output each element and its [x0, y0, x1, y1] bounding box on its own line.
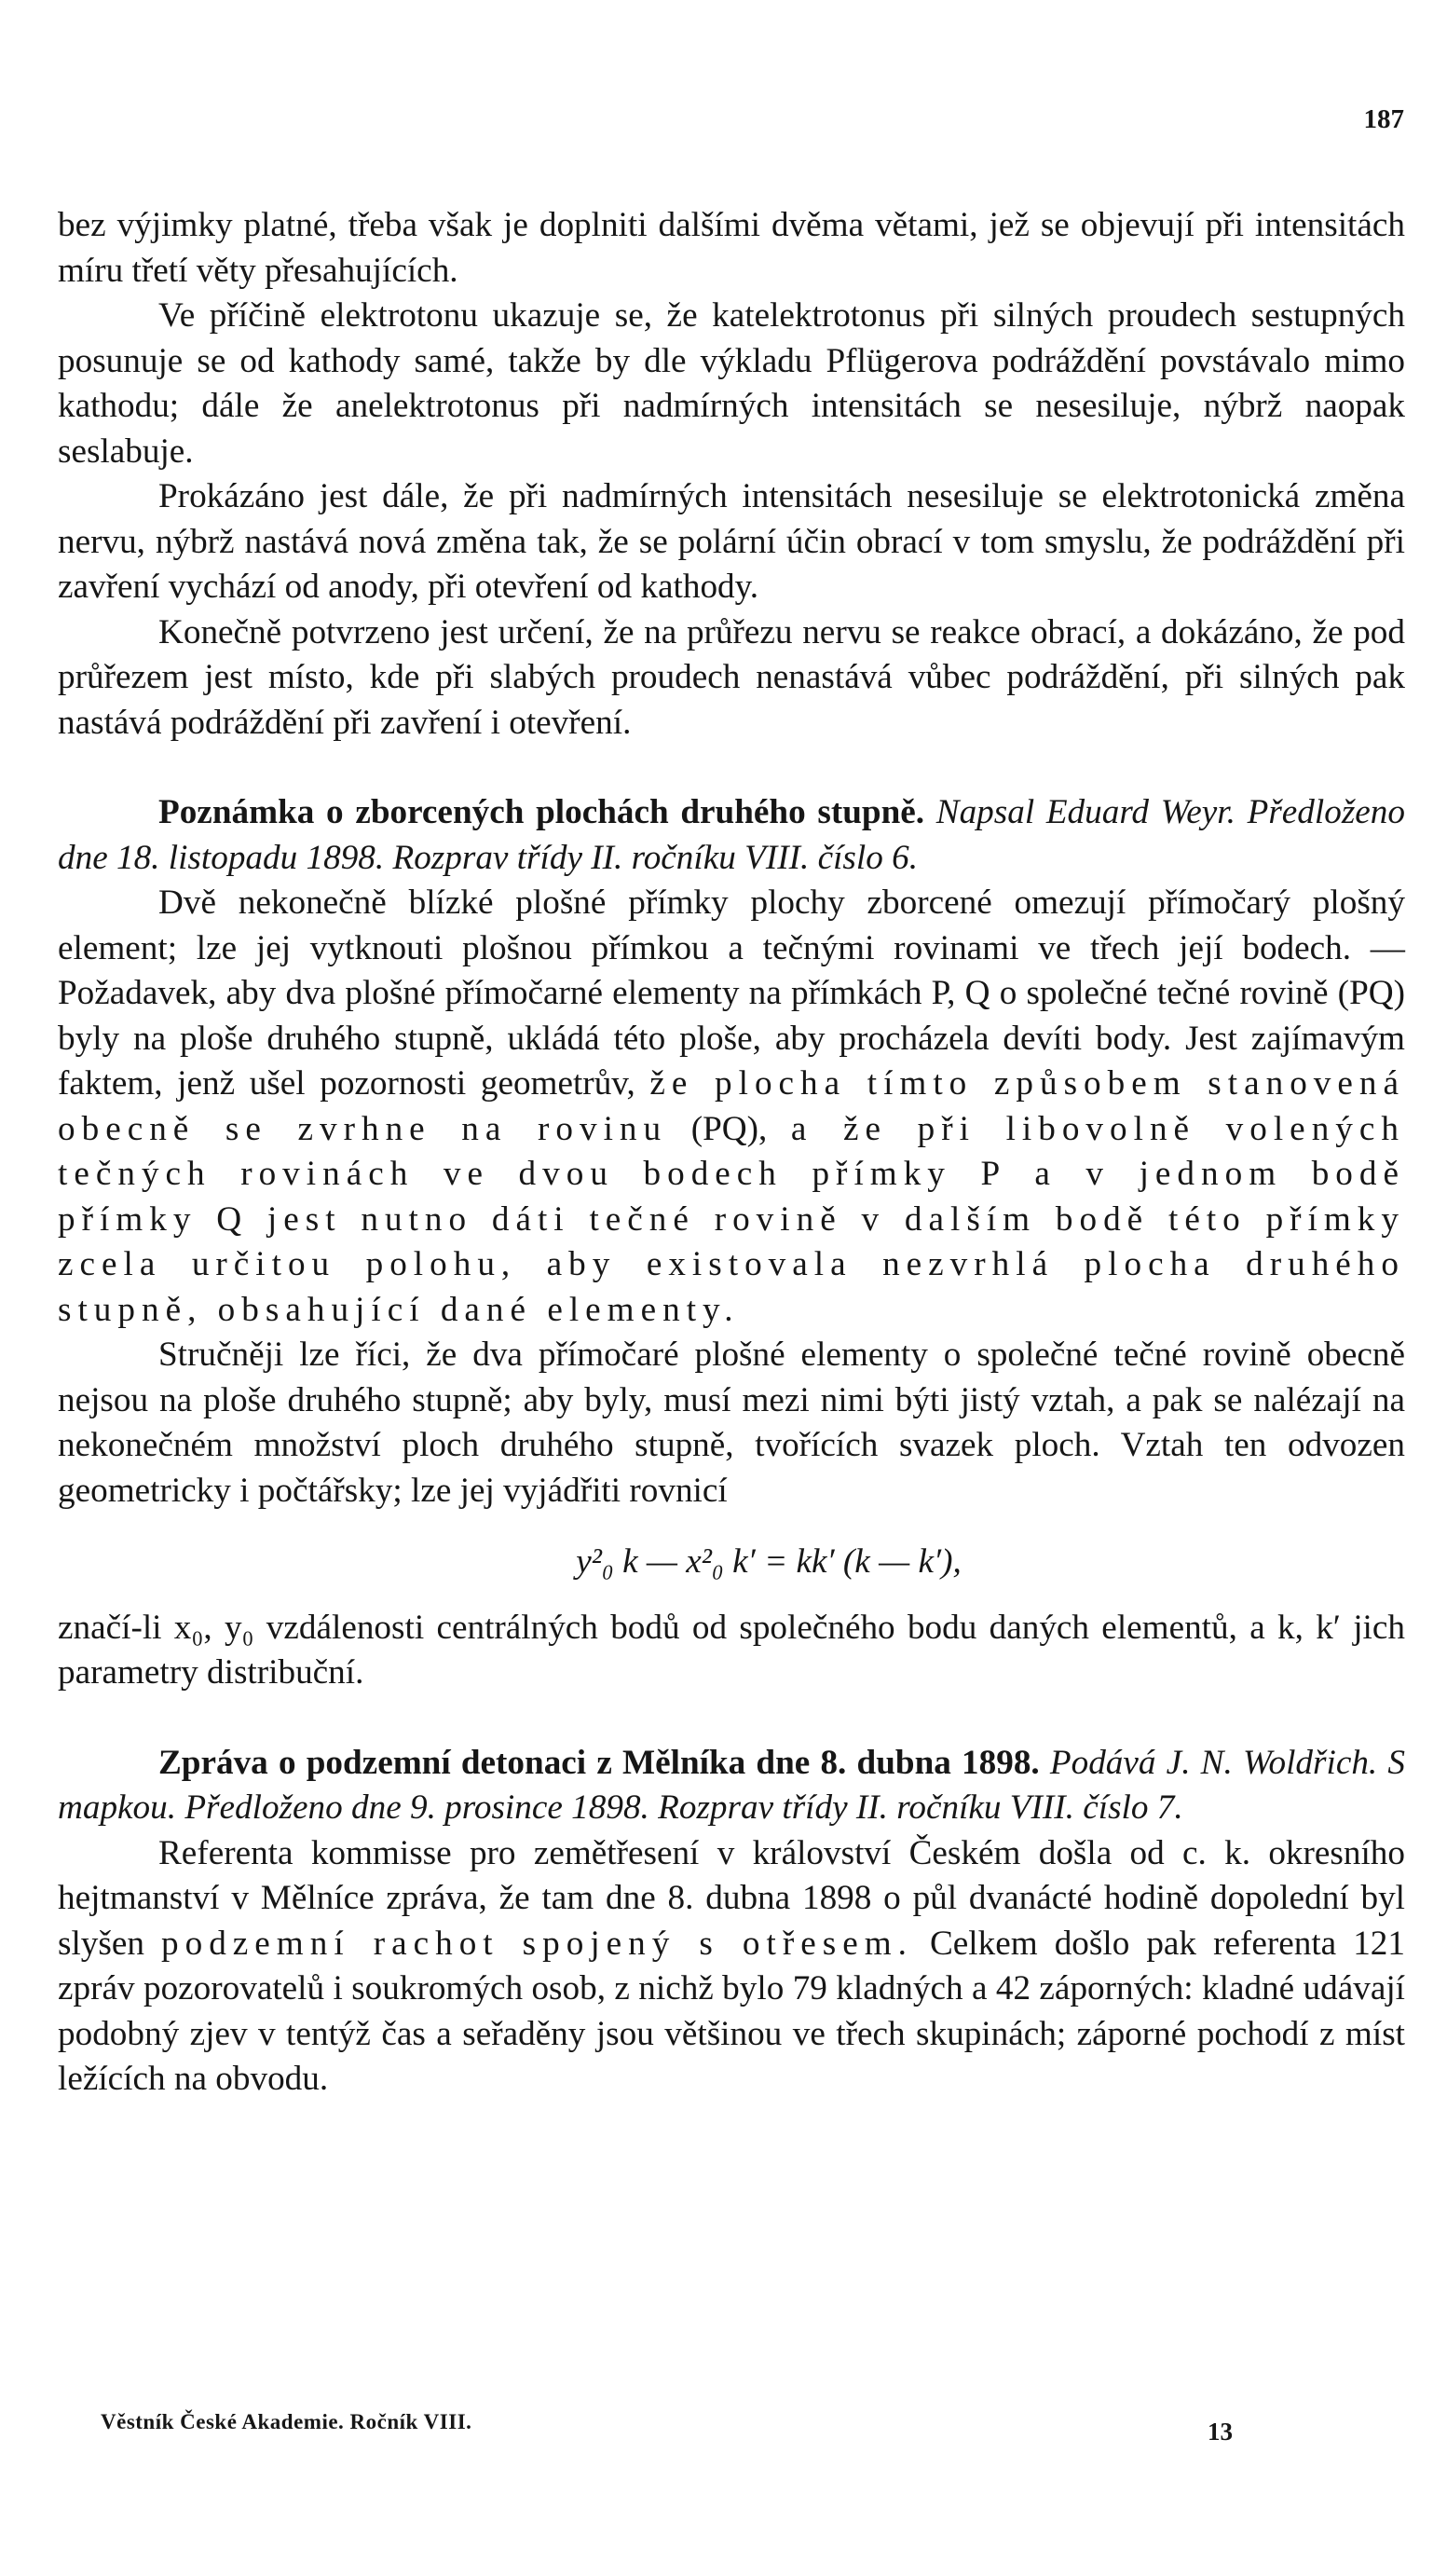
text-run: (PQ),	[667, 1109, 791, 1148]
emphasized-text: že plocha tímto způsobem stanovená obecně se zvrhne na rovinu	[58, 1064, 1405, 1148]
text-run: Dvě nekonečně blízké plošné přímky plochy zborcené omezují přímočarý plošný element; lze jej vytknouti plošnou přímkou a tečnými rovinami ve třech její bodech. — Požadavek, aby dva plošné přímočarné elementy na přímkách P, Q o společné tečné rovině (PQ) byly na ploše druhého stupně, ukládá této ploše, aby procházela devíti body. Jest zajímavým faktem, jenž ušel pozornosti geometrův,	[58, 884, 1405, 1103]
formula: y²₀ k — x²₀ k′ = kk′ (k — k′),	[576, 1542, 962, 1581]
text-run: Referenta kommisse pro zemětřesení v království Českém došla od c. k. okresního hejtmanství v Mělníce zpráva, že tam dne 8. dubna 1898 o půl dvanácté hodině dopolední byl slyšen	[58, 1833, 1405, 1963]
body-text	[58, 203, 1405, 2103]
page-number: 187	[1363, 104, 1404, 134]
paragraph: Ve příčině elektrotonu ukazuje se, že katelektrotonus při silných proudech sestupných posunuje se od kathody samé, takže by dle výkladu Pflügerova podráždění povstávalo mimo kathodu; dále že anelektrotonus při nadmírných intensitách se nesesiluje, nýbrž naopak seslabuje.	[58, 296, 1405, 471]
paragraph	[58, 881, 1405, 1333]
paragraph: značí-li x₀, y₀ vzdálenosti centrálných bodů od společného bodu daných elementů, a k, k′ jich parametry distribuční.	[58, 1608, 1405, 1692]
article-meta: Napsal Eduard Weyr. Předloženo dne 18. listopadu 1898. Rozprav třídy II. ročníku VIII. číslo 6.	[58, 793, 1405, 877]
paragraph: Konečně potvrzeno jest určení, že na průřezu nervu se reakce obrací, a dokázáno, že pod průřezem jest místo, kde při slabých proudech nenastává vůbec podráždění, při silných pak nastává podráždění při zavření i otevření.	[58, 612, 1405, 742]
emphasized-text: a že při libovolně volených tečných rovinách ve dvou bodech přímky P a v jednom bodě přímky Q jest nutno dáti tečné rovině v dalším bodě této přímky zcela určitou polohu, aby existovala nezvrhlá plocha druhého stupně, obsahující dané elementy.	[58, 1109, 1405, 1329]
paragraph	[58, 1831, 1405, 2103]
emphasized-text: podzemní rachot spojený s otřesem.	[161, 1924, 913, 1963]
text-run: Celkem došlo pak referenta 121 zpráv pozorovatelů i soukromých osob, z nichž bylo 79 kladných a 42 záporných: kladné udávají podobný zjev v tentýž čas a seřaděny jsou většinou ve třech skupinách; záporné pochodí z míst ležících na obvodu.	[58, 1924, 1405, 2098]
sheet-number: 13	[1208, 2418, 1233, 2446]
article-heading	[58, 790, 1405, 881]
paragraph: Prokázáno jest dále, že při nadmírných intensitách nesesiluje se elektrotonická změna nervu, nýbrž nastává nová změna tak, že se polární účin obrací v tom smyslu, že podráždění při zavření vychází od anody, při otevření od kathody.	[58, 477, 1405, 606]
paragraph: bez výjimky platné, třeba však je doplniti dalšími dvěma větami, jež se objevují při intensitách míru třetí věty přesahujících.	[58, 206, 1405, 290]
article-heading	[58, 1741, 1405, 1831]
article-meta: Podává J. N. Woldřich. S mapkou. Předloženo dne 9. prosince 1898. Rozprav třídy II. ročníku VIII. číslo 7.	[58, 1743, 1406, 1827]
article-title: Poznámka o zborcených plochách druhého stupně.	[158, 793, 925, 831]
footer-journal: Věstník České Akademie. Ročník VIII.	[101, 2410, 472, 2433]
article-title: Zpráva o podzemní detonaci z Mělníka dne 8. dubna 1898.	[158, 1743, 1040, 1782]
paragraph: Stručněji lze říci, že dva přímočaré plošné elementy o společné tečné rovině obecně nejsou na ploše druhého stupně; aby byly, musí mezi nimi býti jistý vztah, a pak se nalézají na nekonečném množství ploch druhého stupně, tvořících svazek ploch. Vztah ten odvozen geometricky i počtářsky; lze jej vyjádřiti rovnicí	[58, 1336, 1405, 1510]
